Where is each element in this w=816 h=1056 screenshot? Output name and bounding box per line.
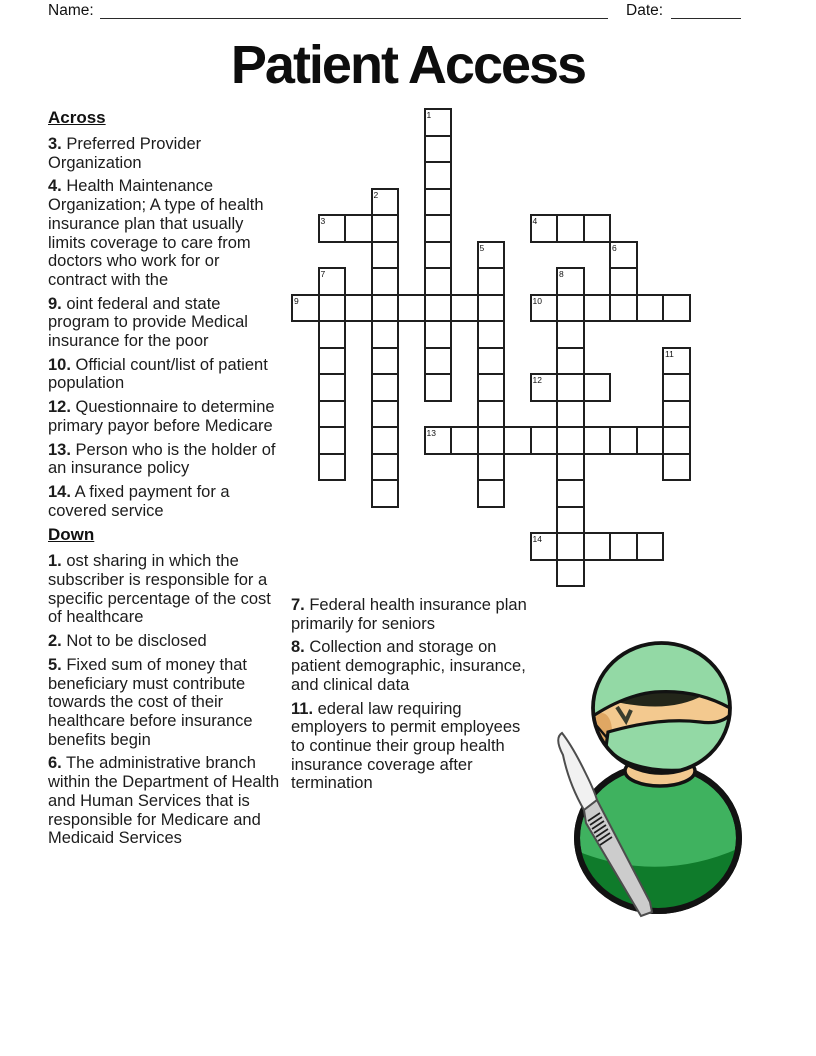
clue-text: oint federal and state program to provide Medical insurance for the poor [48,294,248,351]
grid-cell [371,188,400,217]
cell-number: 11 [665,348,674,359]
page-title: Patient Access [230,35,586,95]
grid-cell [318,267,347,296]
cell-number: 1 [426,110,432,120]
cell-number: 4 [532,216,538,226]
grid-cell [556,267,585,296]
grid-cell [609,241,638,270]
cell-number: 9 [294,295,299,306]
date-label: Date: [626,2,664,19]
cell-number: 7 [320,269,326,279]
clue-9 [48,295,281,351]
clue-number: 7. [291,596,305,614]
clue-text: Official count/list of patient population [48,355,268,393]
clue-text: Questionnaire to determine primary payor before Medicare [48,398,275,435]
grid-cell [477,373,506,402]
clue-number: 12. [48,398,71,417]
grid-cell [477,294,506,323]
grid-cell [318,320,347,349]
clue-text: Federal health insurance plan primarily for seniors [291,596,527,633]
clue-number: 3. [48,135,62,153]
grid-cell [371,294,400,323]
cell-number: 3 [320,216,326,226]
clue-text: Fixed sum of money that beneficiary must contribute towards the cost of their healthcare before insurance benefits begin [48,655,253,749]
clue-14 [48,483,281,520]
clue-10 [48,356,281,393]
grid-cell [424,135,453,164]
grid-cell [477,347,506,376]
clue-number: 10. [48,355,71,374]
grid-cell [636,532,665,561]
grid-cell [662,373,691,402]
grid-cell [556,479,585,508]
clue-number: 1. [48,552,62,571]
grid-cell [424,161,453,190]
grid-cell [318,214,347,243]
clue-number: 5. [48,655,62,674]
grid-cell [318,453,347,482]
grid-cell [662,453,691,482]
across-clue-list [48,135,281,520]
grid-cell [609,532,638,561]
grid-cell [609,267,638,296]
grid-cell [530,532,559,561]
grid-cell [424,108,453,137]
grid-cell [503,426,532,455]
clue-13 [48,441,281,478]
clue-text: ederal law requiring employers to permit employees to continue their group health insurance coverage after termination [291,699,521,793]
clue-text: Preferred Provider Organization [48,135,202,172]
clue-12 [48,398,281,435]
grid-cell [424,294,453,323]
grid-cell [556,532,585,561]
grid-cell [556,294,585,323]
clue-text: Person who is the holder of an insurance policy [48,440,276,478]
grid-cell [556,320,585,349]
grid-cell [609,294,638,323]
clue-5 [48,656,281,750]
grid-cell [530,426,559,455]
grid-cell [371,214,400,243]
grid-cell [530,294,559,323]
grid-cell [450,426,479,455]
grid-cell [662,347,691,376]
grid-cell [371,320,400,349]
clue-number: 14. [48,482,71,501]
clue-text: Not to be disclosed [61,632,207,651]
cell-number: 13 [426,428,436,438]
grid-cell [556,426,585,455]
grid-cell [477,267,506,296]
grid-cell [318,426,347,455]
grid-cell [477,479,506,508]
cell-number: 14 [532,534,542,544]
cell-number: 6 [612,242,617,253]
name-label: Name: [48,2,94,19]
grid-cell [424,373,453,402]
clue-text: Collection and storage on patient demographic, insurance, and clinical data [291,638,526,694]
grid-cell [318,347,347,376]
grid-cell [424,214,453,243]
clue-number: 2. [48,632,62,651]
grid-cell [662,294,691,323]
grid-cell [371,267,400,296]
down-clue-list-2 [291,596,534,793]
clue-number: 8. [291,638,305,657]
grid-cell [424,347,453,376]
grid-cell [318,294,347,323]
grid-cell [424,241,453,270]
grid-cell [291,294,320,323]
grid-cell [662,426,691,455]
grid-cell [477,426,506,455]
grid-cell [424,267,453,296]
grid-cell [556,506,585,535]
cell-number: 5 [479,242,485,253]
clues-column-left [48,108,281,853]
grid-cell [556,400,585,429]
grid-cell [424,188,453,217]
grid-cell [344,294,373,323]
grid-cell [371,400,400,429]
grid-cell [556,453,585,482]
clue-3 [48,135,281,172]
grid-cell [583,214,612,243]
clue-number: 6. [48,754,62,773]
down-clue-list-1 [48,552,281,848]
clue-8 [291,638,534,694]
grid-cell [371,347,400,376]
surgeon-clipart [550,635,810,920]
grid-cell [583,532,612,561]
grid-cell [636,294,665,323]
clue-1 [48,552,281,627]
clue-number: 11. [291,699,314,718]
grid-cell [371,453,400,482]
clue-number: 4. [48,177,62,196]
cell-number: 12 [532,375,542,385]
grid-cell [556,214,585,243]
grid-cell [371,241,400,270]
date-blank-line [671,3,741,19]
grid-cell [530,214,559,243]
clue-text: Health Maintenance Organization; A type of health insurance plan that usually limits coverage to care from doctors who work for or contract with the [48,177,264,289]
grid-cell [477,400,506,429]
cell-number: 8 [559,269,564,279]
grid-cell [371,426,400,455]
grid-cell [609,426,638,455]
grid-cell [556,347,585,376]
grid-cell [397,294,426,323]
clue-text: The administrative branch within the Department of Health and Human Services that is responsible for Medicare and Medicaid Services [48,754,280,848]
clues-column-right [291,596,534,798]
grid-cell [477,453,506,482]
grid-cell [583,426,612,455]
grid-cell [583,373,612,402]
across-heading: Across [48,108,106,127]
grid-cell [450,294,479,323]
surgeon-head [582,640,733,773]
clue-2 [48,632,281,651]
clue-4 [48,177,281,289]
clue-6 [48,754,281,848]
cell-number: 10 [532,295,542,306]
clue-text: A fixed payment for a covered service [48,482,230,520]
grid-cell [371,373,400,402]
clue-number: 9. [48,294,62,313]
grid-cell [424,320,453,349]
clue-7 [291,596,534,633]
grid-cell [424,426,453,455]
grid-cell [530,373,559,402]
clue-text: ost sharing in which the subscriber is responsible for a specific percentage of the cost of healthcare [48,552,271,627]
grid-cell [556,373,585,402]
down-heading: Down [48,525,95,545]
name-blank-line [100,3,608,19]
clue-11 [291,700,534,794]
grid-cell [636,426,665,455]
grid-cell [318,373,347,402]
grid-cell [477,241,506,270]
cell-number: 2 [373,189,379,200]
clue-number: 13. [48,440,71,459]
grid-cell [662,400,691,429]
grid-cell [318,400,347,429]
grid-cell [477,320,506,349]
grid-cell [344,214,373,243]
grid-cell [583,294,612,323]
grid-cell [371,479,400,508]
grid-cell [556,559,585,588]
